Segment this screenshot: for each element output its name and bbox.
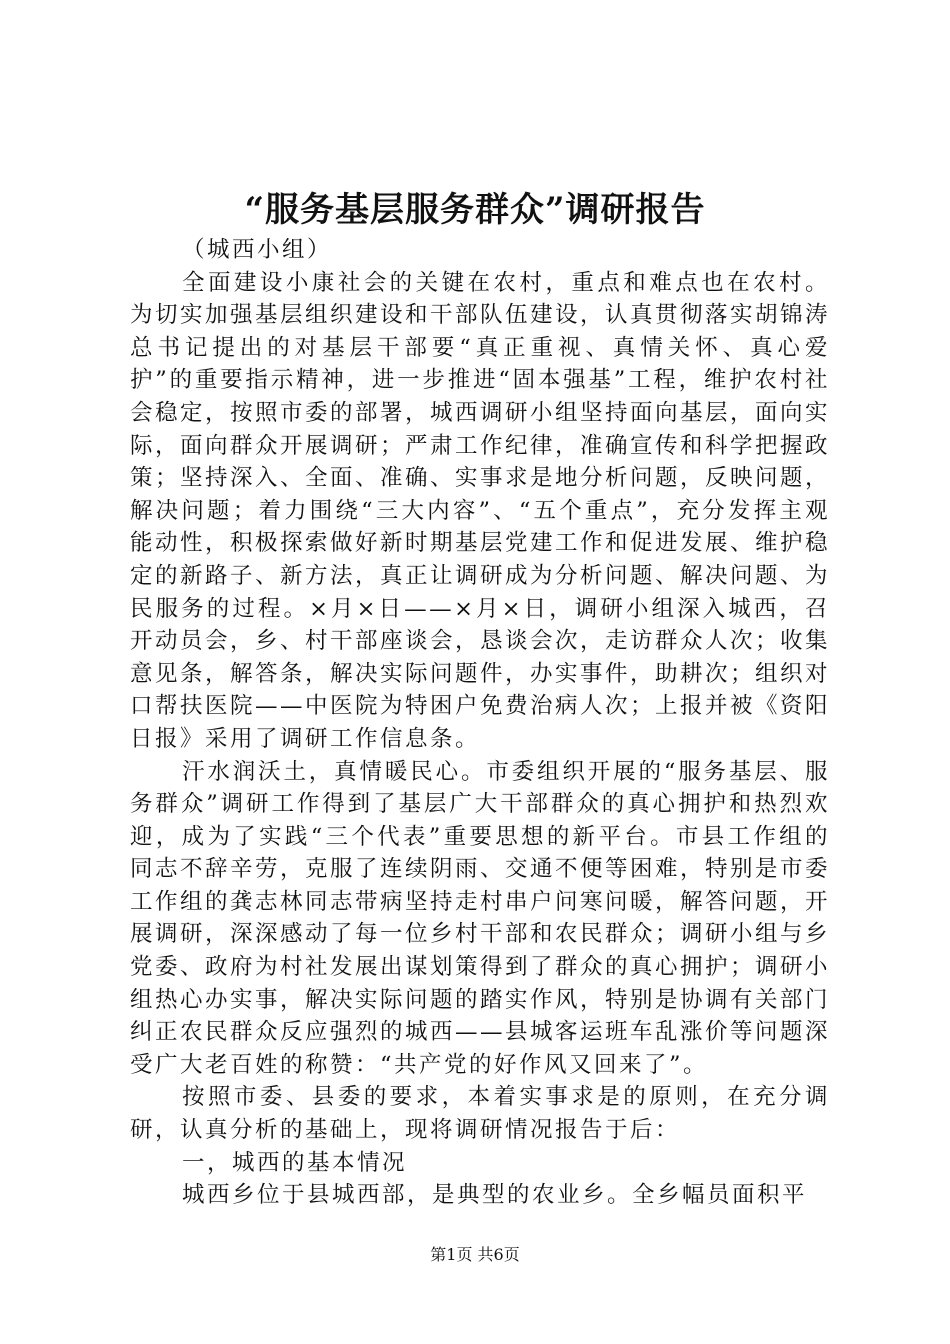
paragraph-effect: 汗水润沃土，真情暖民心。市委组织开展的“服务基层、服务群众”调研工作得到了基层广大干部群众的真心拥护和热烈欢迎，成为了实践“三个代表”重要思想的新平台。市县工作组的同志不辞辛劳，克服了连续阴雨、交通不便等困难，特别是市委工作组的龚志林同志带病坚持走村串户问寒问暖，解答问题，开展调研，深深感动了每一位乡村干部和农民群众；调研小组与乡党委、政府为村社发展出谋划策得到了群众的真心拥护；调研小组热心办实事，解决实际问题的踏实作风，特别是协调有关部门纠正农民群众反应强烈的城西——县城客运班车乱涨价等问题深受广大老百姓的称赞：“共产党的好作风又回来了”。	[130, 758, 831, 1078]
paragraph-report-intro: 按照市委、县委的要求，本着实事求是的原则，在充分调研，认真分析的基础上，现将调研情况报告于后：	[130, 1084, 830, 1144]
page-number-footer: 第1页 共6页	[430, 1245, 520, 1264]
paragraph-intro: 全面建设小康社会的关键在农村，重点和难点也在农村。为切实加强基层组织建设和干部队伍建设，认真贯彻落实胡锦涛总书记提出的对基层干部要“真正重视、真情关怀、真心爱护”的重要指示精神，进一步推进“固本强基”工程，维护农村社会稳定，按照市委的部署，城西调研小组坚持面向基层，面向实际，面向群众开展调研；严肃工作纪律，准确宣传和科学把握政策；坚持深入、全面、准确、实事求是地分析问题，反映问题，解决问题；着力围绕“三大内容”、“五个重点”，充分发挥主观能动性，积极探索做好新时期基层党建工作和促进发展、维护稳定的新路子、新方法，真正让调研成为分析问题、解决问题、为民服务的过程。×月×日——×月×日，调研小组深入城西，召开动员会，乡、村干部座谈会，恳谈会次，走访群众人次；收集意见条，解答条，解决实际问题件，办实事件，助耕次；组织对口帮扶医院——中医院为特困户免费治病人次；上报并被《资阳日报》采用了调研工作信息条。	[130, 269, 831, 752]
document-subtitle: （城西小组）	[182, 237, 333, 263]
paragraph-basic-situation: 城西乡位于县城西部，是典型的农业乡。全乡幅员面积平	[182, 1182, 808, 1209]
section-heading-basic-situation: 一，城西的基本情况	[182, 1149, 408, 1176]
document-title: “服务基层服务群众”调研报告	[244, 190, 706, 230]
document-body	[130, 234, 830, 1212]
